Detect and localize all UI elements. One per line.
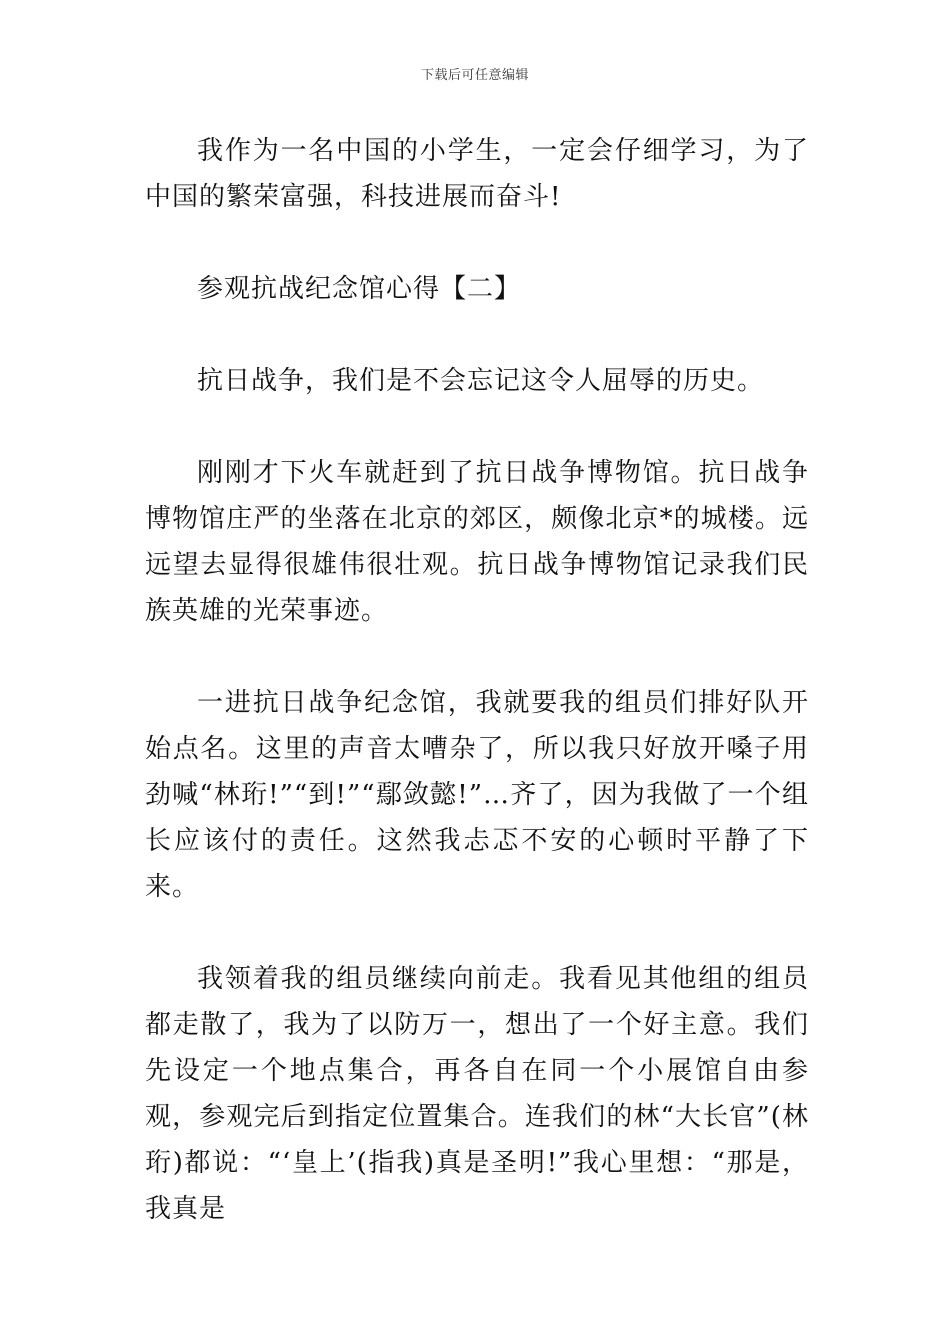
paragraph-1: 我作为一名中国的小学生，一定会仔细学习，为了中国的繁荣富强，科技进展而奋斗! <box>145 136 809 212</box>
paragraph-2: 抗日战争，我们是不会忘记这令人屈辱的历史。 <box>197 366 765 396</box>
paragraph-4: 一进抗日战争纪念馆，我就要我的组员们排好队开始点名。这里的声音太嘈杂了，所以我只好放开嗓子用劲喊“林珩!”“到!”“鄢敛懿!”…齐了，因为我做了一个组长应该付的责任。这然我忐忑不安的心顿时平静了下来。 <box>145 688 809 902</box>
paragraph-5: 我领着我的组员继续向前走。我看见其他组的组员都走散了，我为了以防万一，想出了一个好主意。我们先设定一个地点集合，再各自在同一个小展馆自由参观，参观完后到指定位置集合。连我们的林“大长官”(林珩)都说：“‘皇上’(指我)真是圣明!”我心里想：“那是，我真是 <box>145 964 809 1224</box>
document-body <box>145 128 809 1278</box>
section-title: 参观抗战纪念馆心得【二】 <box>197 274 522 304</box>
paragraph-3: 刚刚才下火车就赶到了抗日战争博物馆。抗日战争博物馆庄严的坐落在北京的郊区，颇像北京*的城楼。远远望去显得很雄伟很壮观。抗日战争博物馆记录我们民族英雄的光荣事迹。 <box>145 458 809 626</box>
page-header: 下载后可任意编辑 <box>420 68 529 83</box>
